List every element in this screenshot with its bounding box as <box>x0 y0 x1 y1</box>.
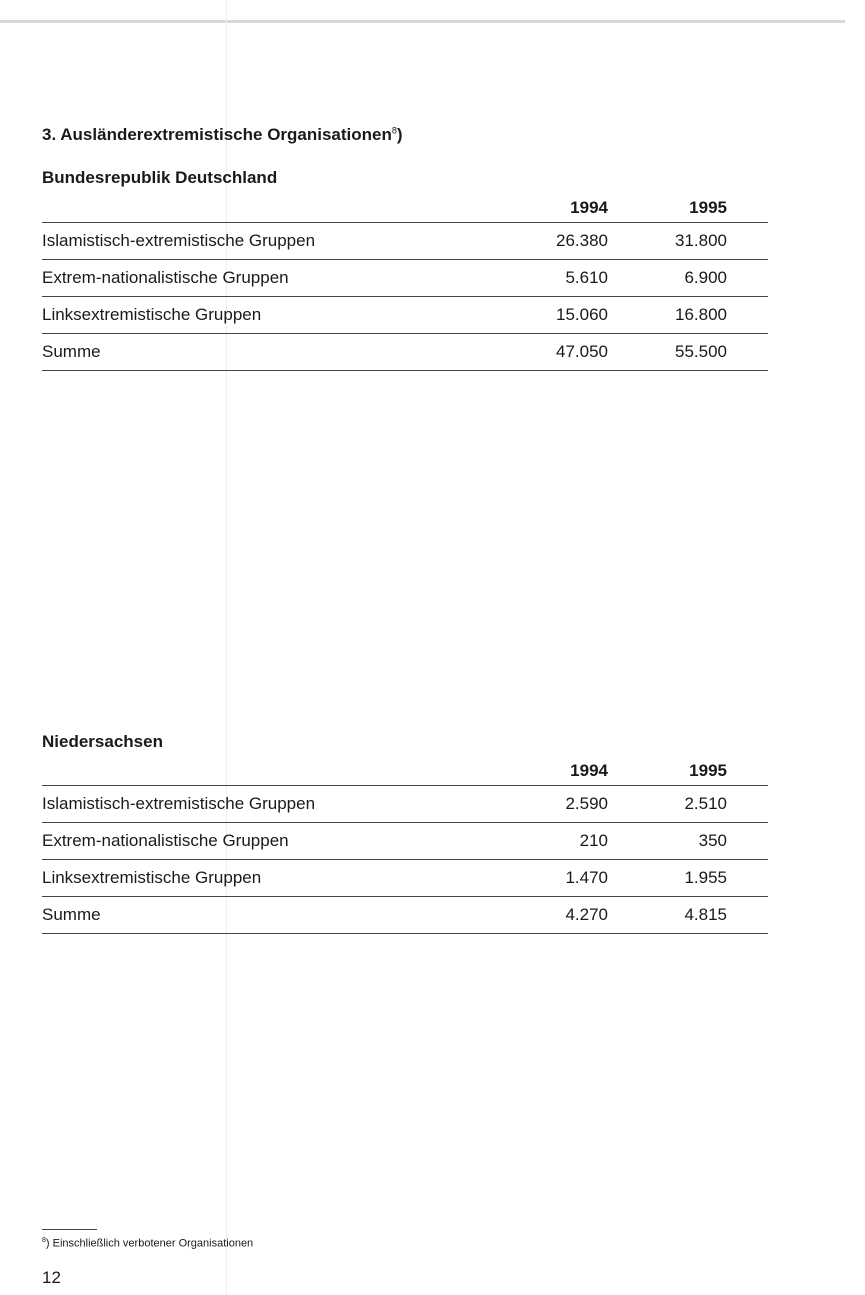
value-1995: 31.800 <box>608 223 727 260</box>
heading-text: 3. Ausländerextremistische Organisationen <box>42 125 392 144</box>
table-row <box>42 860 768 897</box>
value-1995: 6.900 <box>608 260 727 297</box>
footnote-rule <box>42 1229 97 1230</box>
header-label <box>42 751 502 786</box>
value-1995: 16.800 <box>608 297 727 334</box>
table-row-sum <box>42 334 768 371</box>
section-title-bundesrepublik: Bundesrepublik Deutschland <box>42 168 278 187</box>
heading-close: ) <box>396 125 403 144</box>
value-1994: 5.610 <box>502 260 608 297</box>
row-label: Summe <box>42 897 502 934</box>
footnote-marker: 8 <box>42 1237 46 1244</box>
footnote <box>42 1237 253 1250</box>
row-label: Summe <box>42 334 502 371</box>
value-1994: 210 <box>502 823 608 860</box>
table-bundesrepublik <box>42 188 768 371</box>
value-1995: 55.500 <box>608 334 727 371</box>
table-header-row <box>42 188 768 223</box>
table-row <box>42 223 768 260</box>
row-label: Linksextremistische Gruppen <box>42 860 502 897</box>
value-1994: 2.590 <box>502 786 608 823</box>
value-1994: 26.380 <box>502 223 608 260</box>
value-1995: 350 <box>608 823 727 860</box>
row-label: Islamistisch-extremistische Gruppen <box>42 223 502 260</box>
footnote-text: ) Einschließlich verbotener Organisationen <box>45 1237 254 1250</box>
value-1994: 47.050 <box>502 334 608 371</box>
table-row <box>42 786 768 823</box>
value-1994: 15.060 <box>502 297 608 334</box>
table-niedersachsen <box>42 751 768 934</box>
value-1994: 4.270 <box>502 897 608 934</box>
table-row <box>42 823 768 860</box>
header-1995: 1995 <box>608 188 727 223</box>
table-header-row <box>42 751 768 786</box>
value-1995: 4.815 <box>608 897 727 934</box>
row-label: Extrem-nationalistische Gruppen <box>42 260 502 297</box>
row-label: Islamistisch-extremistische Gruppen <box>42 786 502 823</box>
header-label <box>42 188 502 223</box>
table-row-sum <box>42 897 768 934</box>
page-heading <box>42 125 403 145</box>
header-1995: 1995 <box>608 751 727 786</box>
table-row <box>42 297 768 334</box>
top-rule <box>0 20 845 23</box>
page-number: 12 <box>42 1268 61 1287</box>
row-label: Linksextremistische Gruppen <box>42 297 502 334</box>
value-1994: 1.470 <box>502 860 608 897</box>
value-1995: 2.510 <box>608 786 727 823</box>
table-row <box>42 260 768 297</box>
heading-note-marker: 8 <box>391 125 397 136</box>
section-title-niedersachsen: Niedersachsen <box>42 732 163 751</box>
header-1994: 1994 <box>502 751 608 786</box>
header-1994: 1994 <box>502 188 608 223</box>
value-1995: 1.955 <box>608 860 727 897</box>
row-label: Extrem-nationalistische Gruppen <box>42 823 502 860</box>
